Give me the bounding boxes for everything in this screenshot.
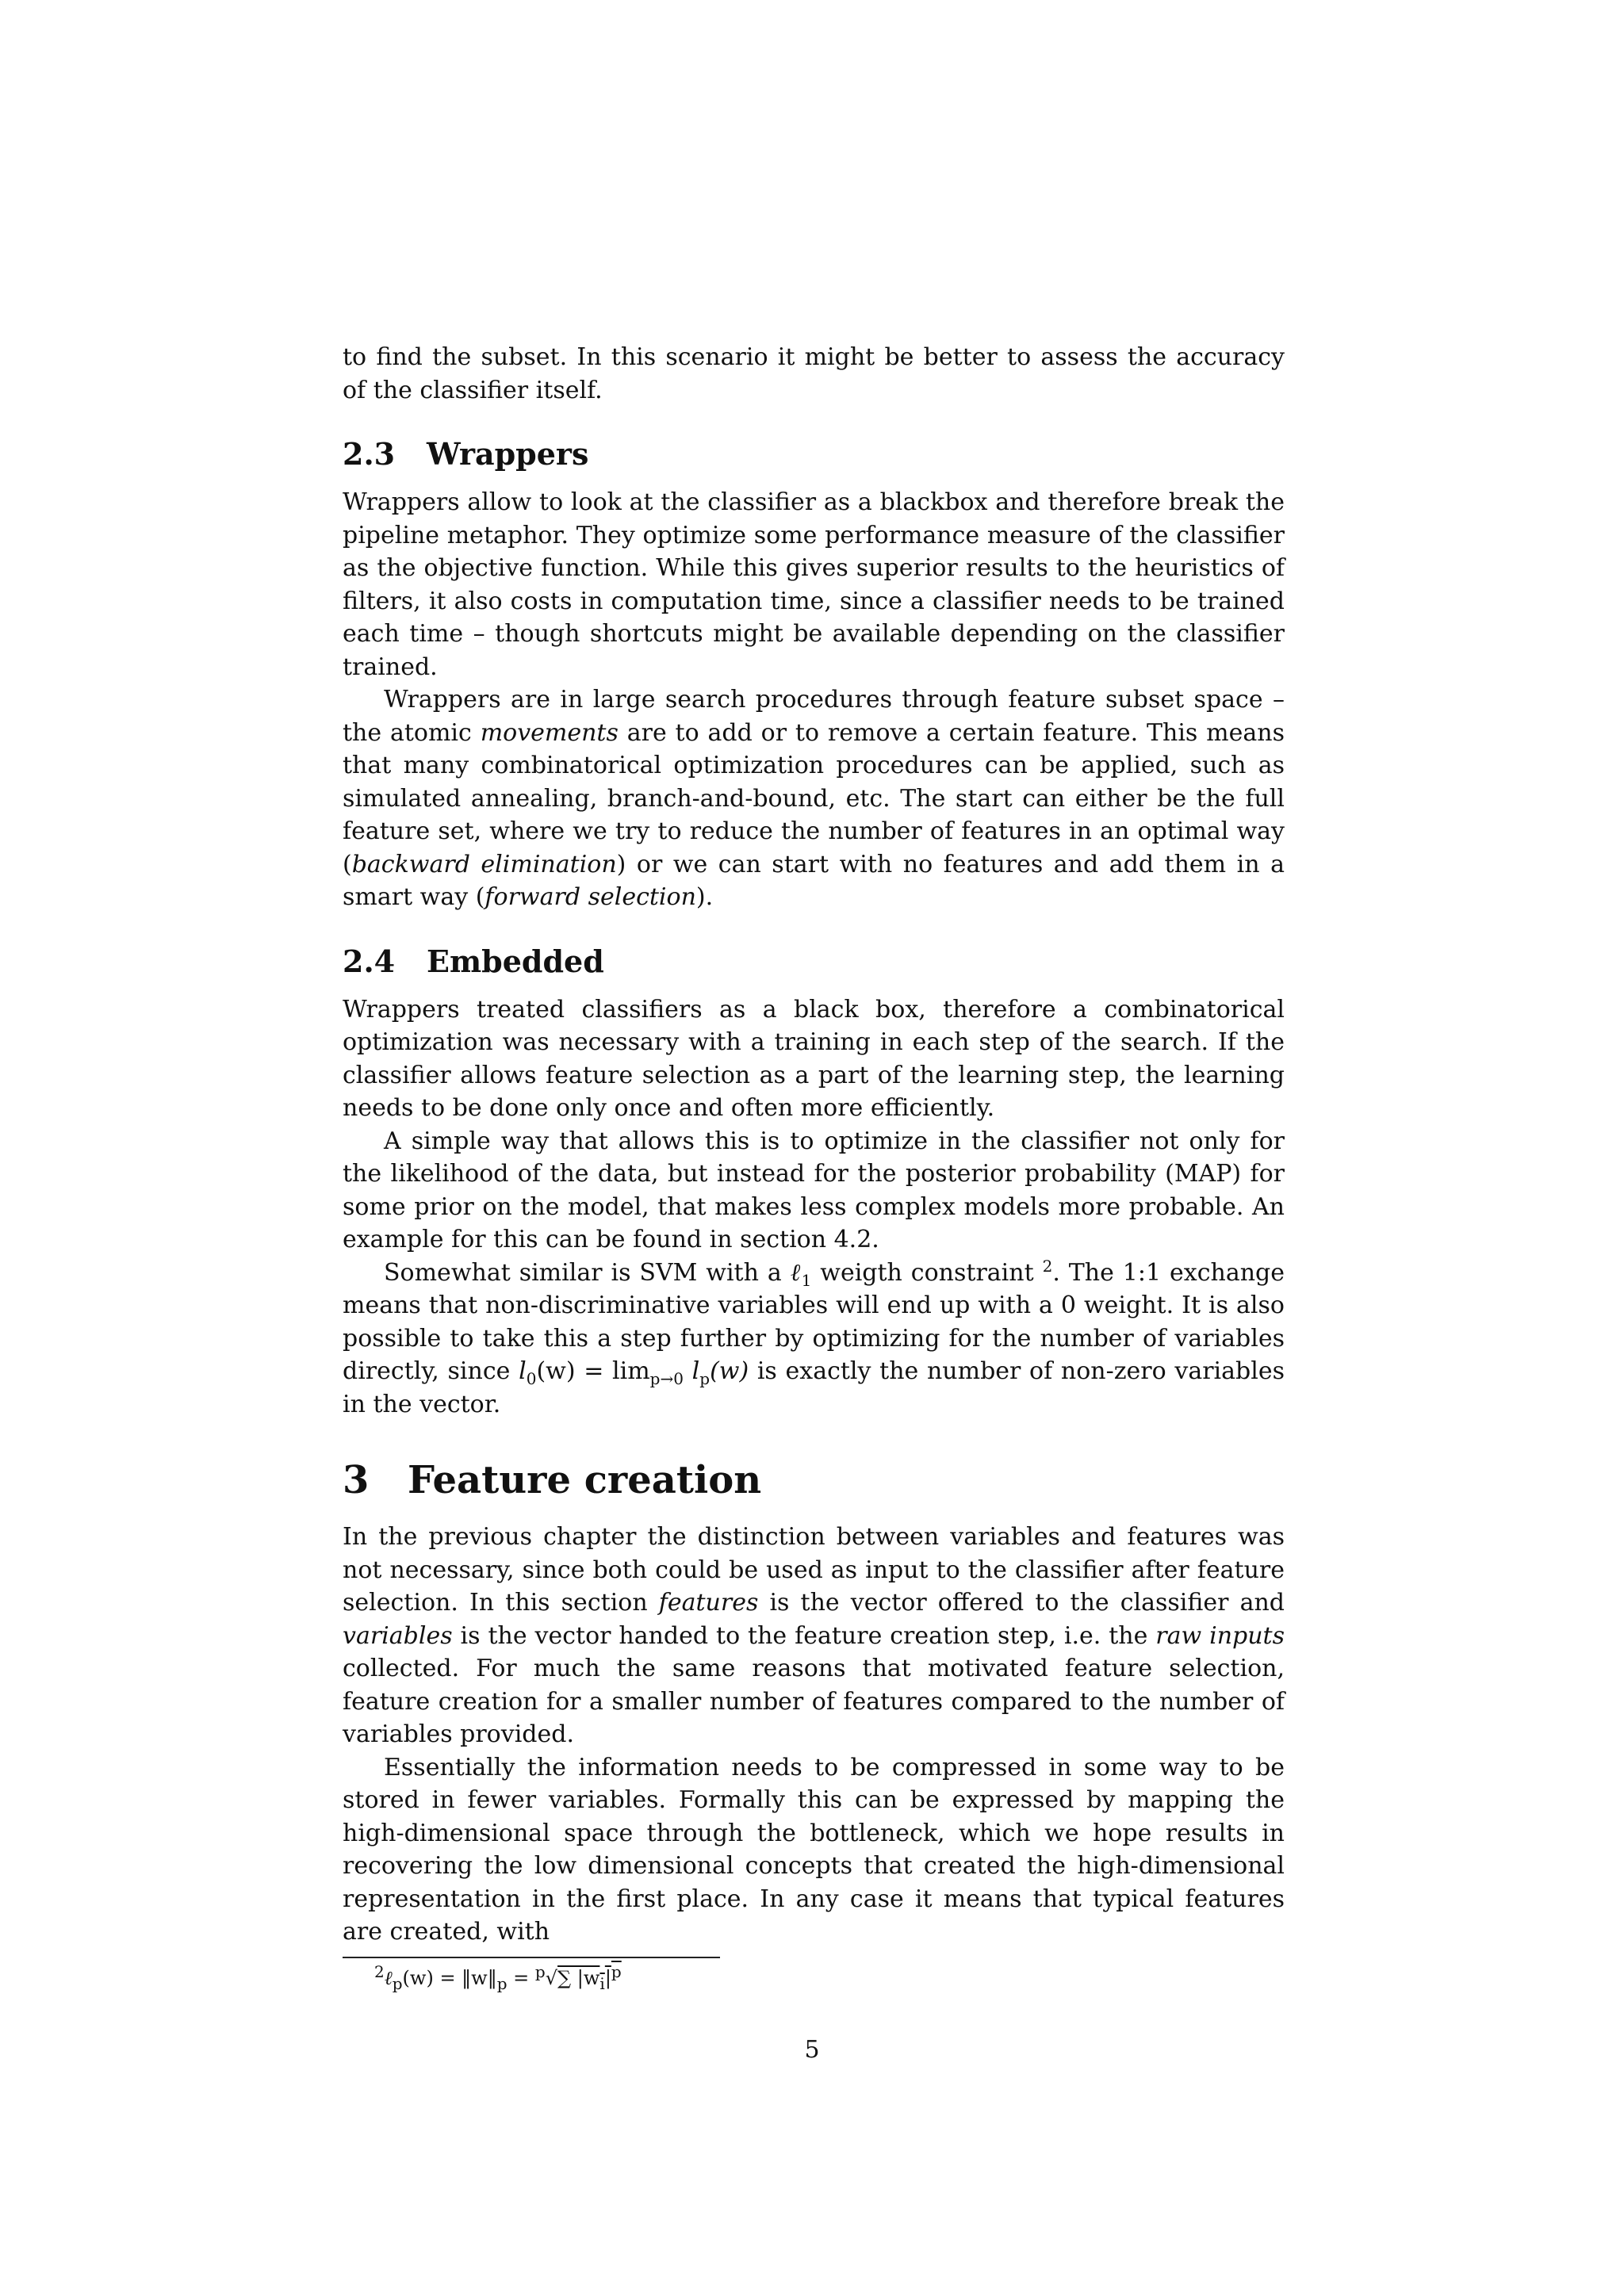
text-run: In the previous chapter the distinction between variables and features was not necessary, since both could be used as input to the classifier after feature selection. In this section [343,1523,1285,1617]
footnote [374,1961,1285,1993]
math-ell: ℓ [384,1966,393,1989]
root-index: p [534,1961,546,1981]
emphasis-features: features [658,1589,759,1617]
math-lp: l [683,1357,700,1385]
emphasis-backward-elimination: backward elimination [351,850,617,878]
math-expression: (w) = lim [536,1357,650,1385]
paragraph-creation-1 [343,1521,1285,1751]
math-subscript: p [392,1973,403,1993]
page-number: 5 [804,2036,820,2064]
paragraph-embedded-2: A simple way that allows this is to optimize in the classifier not only for the likelihood of the data, but instead for the posterior probability (MAP) for some prior on the model, that makes less complex models more probable. An example for this can be found in section 4.2. [343,1127,1285,1253]
math-subscript: 1 [801,1270,812,1290]
section-title: Wrappers [427,436,589,472]
footnote-rule [343,1957,720,1958]
math-expression [557,1961,622,1993]
text-run: is the vector handed to the feature creation step, i.e. the [452,1621,1156,1650]
text-run: weigth constraint [811,1258,1043,1287]
math-subscript: 0 [526,1369,537,1388]
text-run: are to add or to remove a certain feature. This means that many combinatorical optimization procedures can be applied, such as simulated annealing, branch-and-bound, etc. The start can either be the full feature set, where we try to reduce the number of features in an optimal way ( [343,718,1285,878]
math-subscript: p [699,1369,710,1388]
emphasis-movements: movements [480,718,619,747]
math-superscript: p [611,1961,622,1981]
radical-sign: √ [545,1966,558,1989]
text-column [343,341,1285,1992]
emphasis-raw-inputs: raw inputs [1155,1621,1285,1650]
text-run: ) or we can start with no features and add them in a smart way ( [343,850,1285,911]
text-run: | [604,1966,611,1989]
paragraph-wrappers-2 [343,683,1285,914]
section-title: Embedded [427,943,604,979]
text-run: is the vector offered to the classifier and [758,1589,1285,1617]
chapter-number: 3 [343,1458,370,1502]
math-subscript: p→0 [649,1369,684,1388]
math-expression: (w) = ‖w‖ [402,1966,497,1989]
emphasis-forward-selection: forward selection [485,883,696,911]
section-number: 2.3 [343,436,396,472]
math-ell: ℓ [790,1258,802,1287]
text-run: Somewhat similar is SVM with a [384,1258,791,1287]
math-subscript: i [599,1973,605,1993]
footnote-mark: 2 [1042,1256,1053,1276]
paragraph-continuation: to find the subset. In this scenario it might be better to assess the accuracy of the classifier itself. [343,343,1285,404]
math-l0: l [519,1357,527,1385]
paragraph-creation-2: Essentially the information needs to be compressed in some way to be stored in fewer variables. Formally this can be expressed by mapping the high-dimensional space through the bottleneck, which we hope results in recovering the low dimensional concepts that created the high-dimensional representation in the first place. In any case it means that typical features are created, with [343,1753,1285,1946]
emphasis-variables: variables [343,1621,453,1650]
math-subscript: p [496,1973,508,1993]
chapter-heading-feature-creation [343,1457,1285,1503]
text-run: ). [695,883,714,911]
paragraph-embedded-1: Wrappers treated classifiers as a black box, therefore a combinatorical optimization was necessary with a training in each step of the search. If the classifier allows feature selection as a part of the learning step, the learning needs to be done only once and often more efficiently. [343,995,1285,1122]
section-number: 2.4 [343,943,396,979]
math-expression: = [507,1966,535,1989]
text-run: ∑ |w [557,1966,600,1989]
section-heading-embedded [343,943,1285,981]
section-heading-wrappers [343,435,1285,473]
footnote-mark: 2 [374,1961,385,1981]
text-run: . The 1:1 exchange means that non-discriminative variables will end up with a 0 weight. It is also possible to take this a step further by optimizing for the number of variables directly, since [343,1258,1285,1385]
math-expression: (w) [710,1357,749,1385]
chapter-title: Feature creation [408,1458,762,1502]
text-run: collected. For much the same reasons that motivated feature selection, feature creation for a smaller number of features compared to the number of variables provided. [343,1655,1285,1748]
text-run: is exactly the number of non-zero variables in the vector. [343,1357,1285,1418]
text-run: Wrappers are in large search procedures through feature subset space – the atomic [343,686,1285,747]
paragraph-embedded-3 [343,1257,1285,1422]
paragraph-wrappers-1: Wrappers allow to look at the classifier as a blackbox and therefore break the pipeline metaphor. They optimize some performance measure of the classifier as the objective function. While this gives superior results to the heuristics of filters, it also costs in computation time, since a classifier needs to be trained each time – though shortcuts might be available depending on the classifier trained. [343,488,1285,681]
